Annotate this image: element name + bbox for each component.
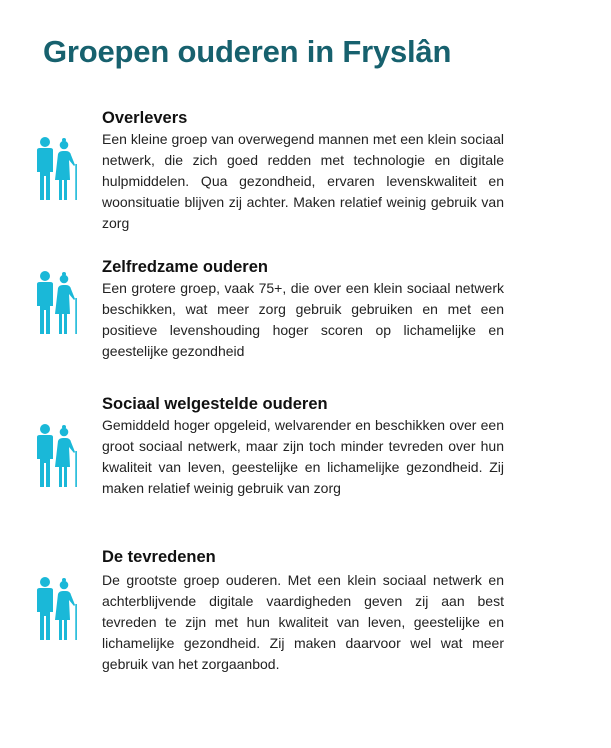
group-description: Gemiddeld hoger opgeleid, welvarender en beschikken over een groot sociaal netwerk, maar zijn toch minder tevreden over hun kwaliteit van leven, geestelijke en lichamelijke gezondheid. Zij maken relatief weinig gebruik van zorg [102, 417, 504, 496]
group-description: De grootste groep ouderen. Met een klein sociaal netwerk en achterblijvende digitale vaardigheden geven zij aan best tevreden te zijn met hun kwaliteit van leven, geestelijke en lichamelijke gezondheid. Zij maken daarvoor wel wat meer gebruik van het zorgaanbod. [102, 572, 504, 672]
group-heading: Zelfredzame ouderen [102, 258, 268, 276]
group-heading: Overlevers [102, 109, 188, 127]
elderly-couple-icon [34, 423, 82, 489]
group-heading: Sociaal welgestelde ouderen [102, 395, 328, 413]
page-title: Groepen ouderen in Fryslân [43, 34, 452, 69]
elderly-couple-icon [34, 136, 82, 202]
elderly-couple-icon [34, 270, 82, 336]
elderly-couple-icon [34, 576, 82, 642]
group-description: Een grotere groep, vaak 75+, die over een klein sociaal netwerk beschikken, wat meer zorg gebruik gebruiken en met een positieve levenshouding hoger scoren op lichamelijke en geestelijke gezondheid [102, 280, 504, 359]
group-description: Een kleine groep van overwegend mannen met een klein sociaal netwerk, die zich goed redden met technologie en digitale hulpmiddelen. Qua gezondheid, ervaren levenskwaliteit en woonsituatie blijven zij achter. Maken relatief weinig gebruik van zorg [102, 131, 504, 231]
group-heading: De tevredenen [102, 548, 216, 566]
